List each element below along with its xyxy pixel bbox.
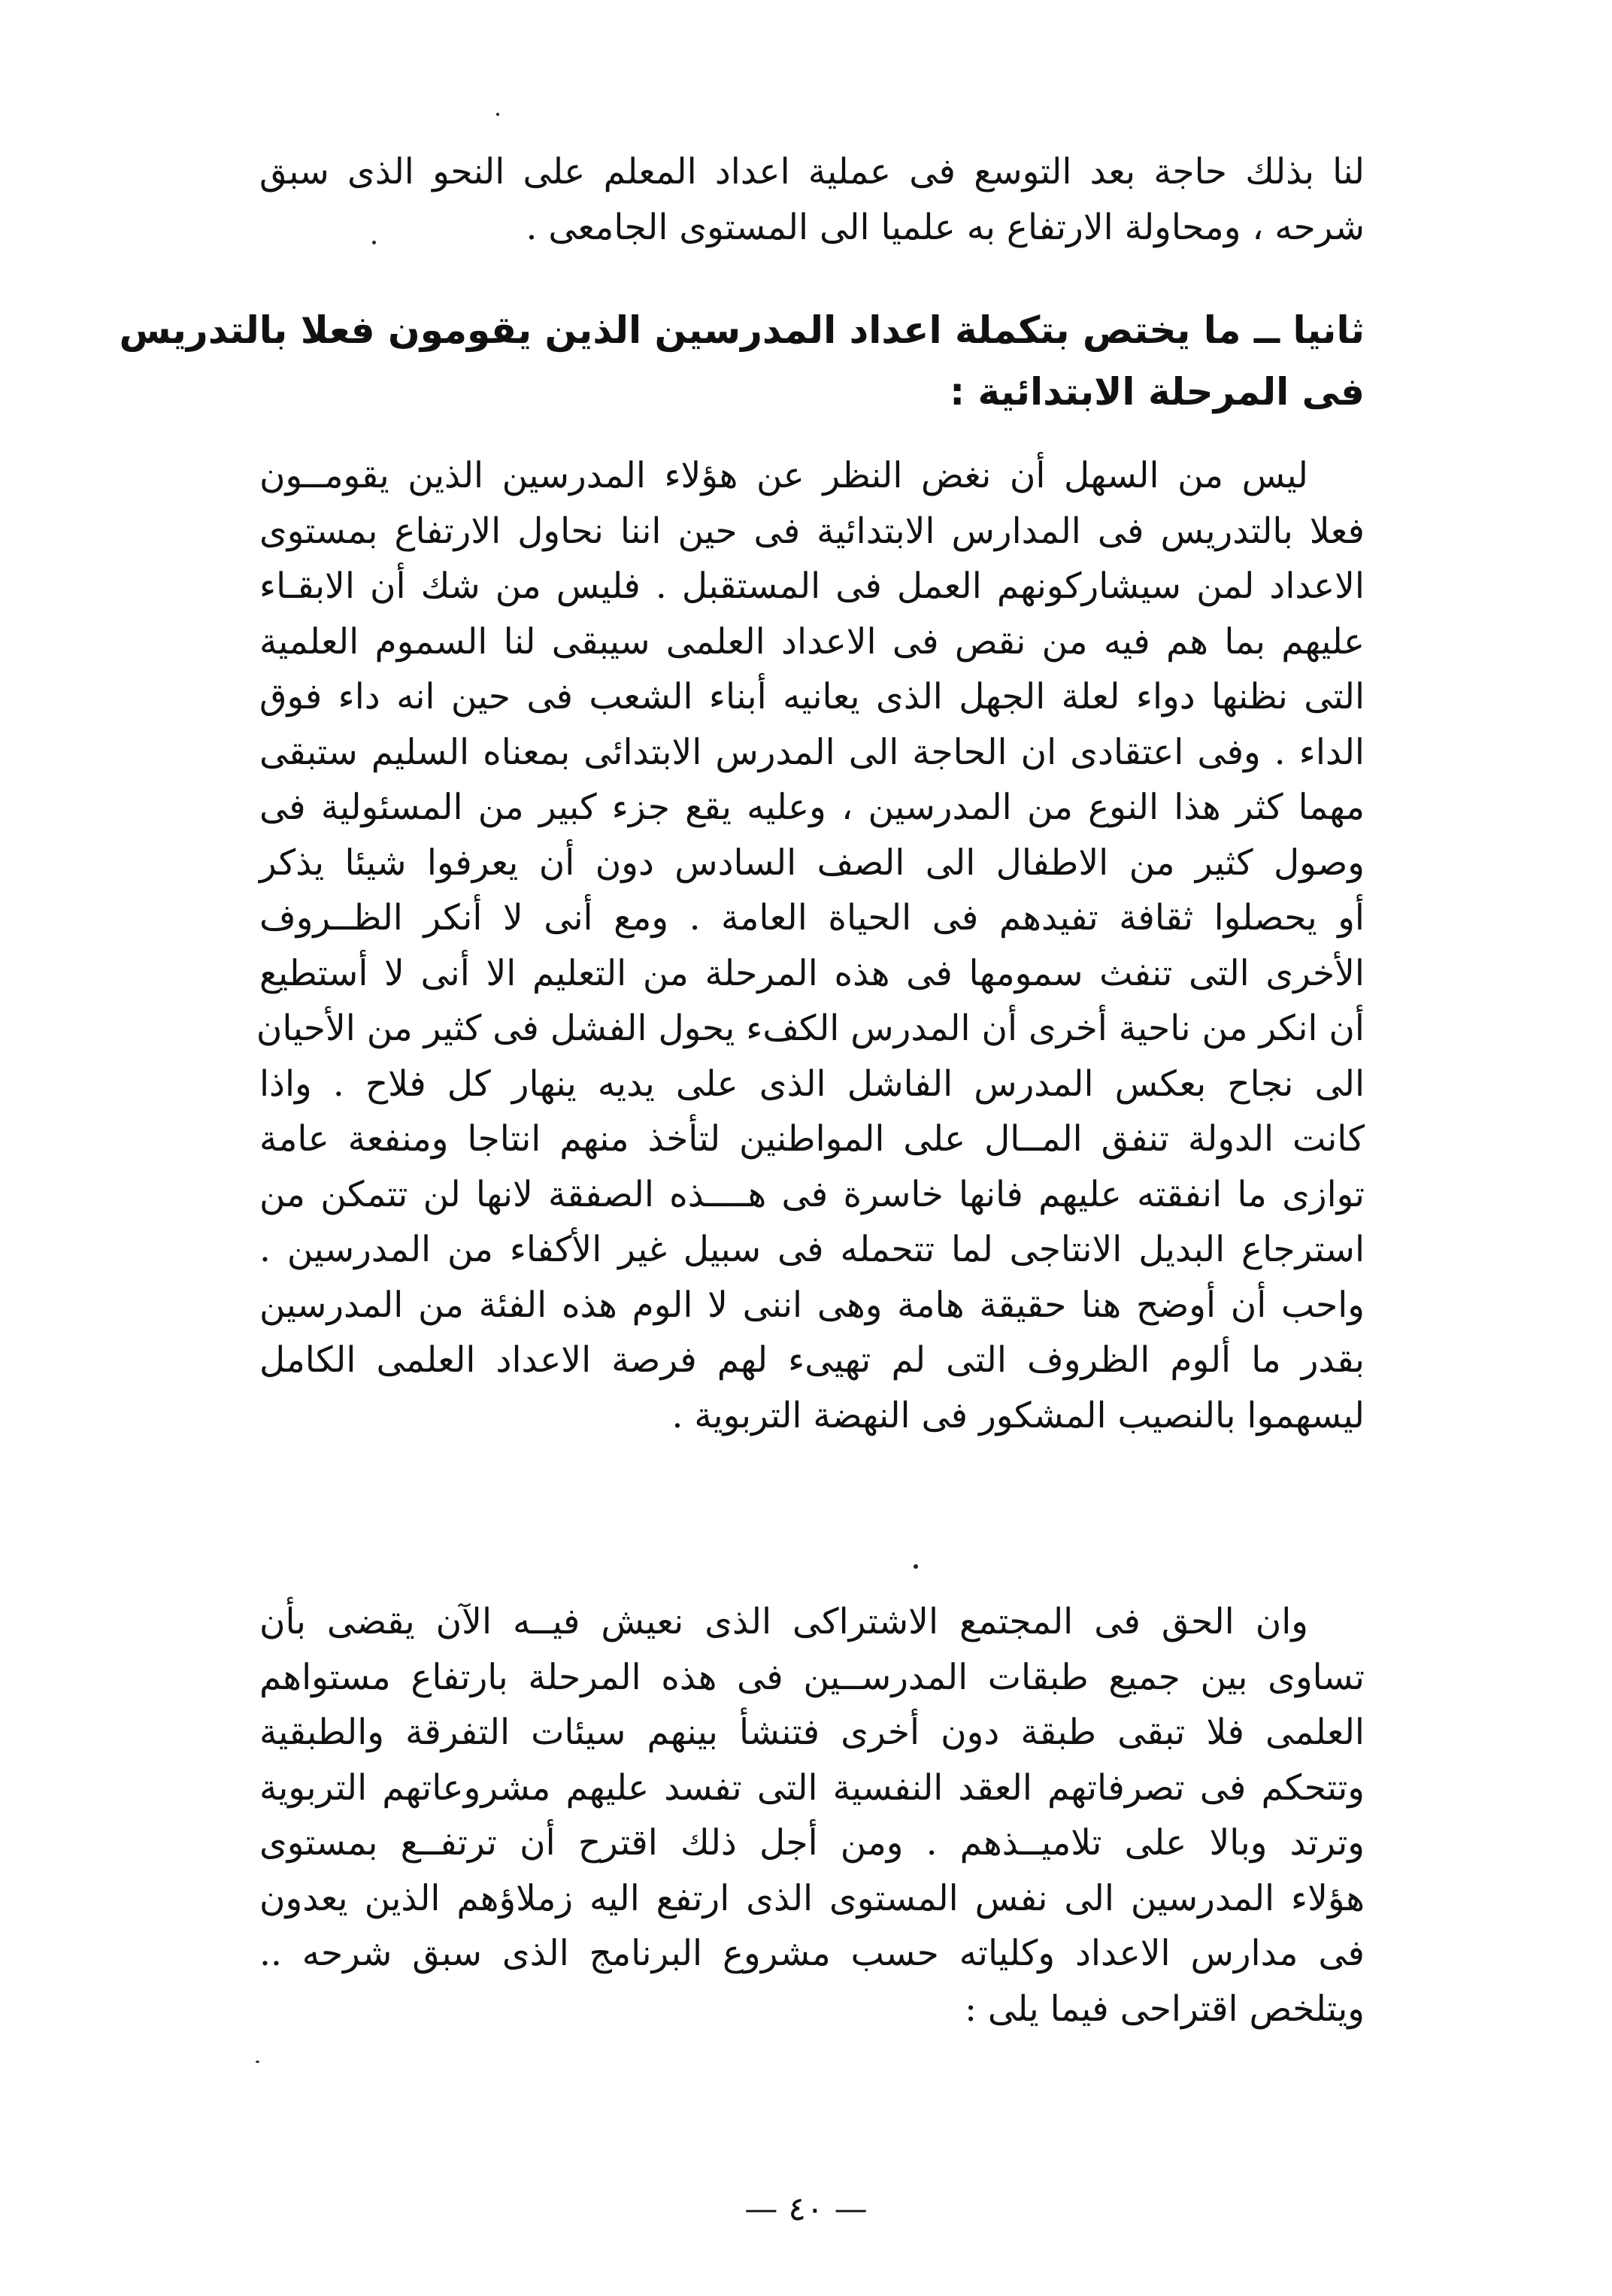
heading-line: ثانيا ــ ما يختص بتكملة اعداد المدرسين الذين يقومون فعلا بالتدريس	[119, 308, 1365, 352]
page-number: — ٤٠ —	[744, 2190, 868, 2228]
section-heading	[119, 299, 1365, 423]
paragraph-line: العلمى فلا تبقى طبقة دون أخرى فتنشأ بينهم سيئات التفرقة والطبقية	[259, 1712, 1365, 1753]
paragraph-line: واحب أن أوضح هنا حقيقة هامة وهى اننى لا الوم هذه الفئة من المدرسين	[259, 1284, 1365, 1326]
paragraph-line: بقدر ما ألوم الظروف التى لم تهيىء لهم فرصة الاعداد العلمى الكامل	[259, 1339, 1365, 1381]
paragraph-line: وصول كثير من الاطفال الى الصف السادس دون أن يعرفوا شيئا يذكر	[259, 842, 1365, 884]
intro-paragraph	[259, 144, 1365, 256]
paragraph-line: توازى ما انفقته عليهم فانها خاسرة فى هــــذه الصفقة لانها لن تتمكن من	[259, 1173, 1365, 1215]
paragraph-line: وتتحكم فى تصرفاتهم العقد النفسية التى تفسد عليهم مشروعاتهم التربوية	[259, 1767, 1365, 1809]
paragraph-line: الداء . وفى اعتقادى ان الحاجة الى المدرس الابتدائى بمعناه السليم ستبقى	[259, 731, 1365, 773]
paragraph-line: الى نجاح بعكس المدرس الفاشل الذى على يديه ينهار كل فلاح . واذا	[259, 1063, 1365, 1105]
paragraph-line: ليسهموا بالنصيب المشكور فى النهضة التربوية .	[671, 1394, 1365, 1436]
paragraph-line: تساوى بين جميع طبقات المدرســين فى هذه المرحلة بارتفاع مستواهم	[259, 1656, 1365, 1698]
paragraph-line: وترتد وبالا على تلاميــذهم . ومن أجل ذلك اقترح أن ترتفــع بمستوى	[259, 1822, 1365, 1864]
intro-line: لنا بذلك حاجة بعد التوسع فى عملية اعداد المعلم على النحو الذى سبق	[259, 151, 1365, 193]
paragraph-line: الاعداد لمن سيشاركونهم العمل فى المستقبل . فليس من شك أن الابقـاء	[259, 566, 1365, 607]
paragraph-line: كانت الدولة تنفق المــال على المواطنين لتأخذ منهم انتاجا ومنفعة عامة	[259, 1118, 1365, 1160]
intro-line: شرحه ، ومحاولة الارتفاع به علميا الى المستوى الجامعى .	[526, 207, 1365, 248]
scan-speck	[496, 113, 499, 116]
paragraph-line: هؤلاء المدرسين الى نفس المستوى الذى ارتفع اليه زملاؤهم الذين يعدون	[259, 1877, 1365, 1919]
scan-speck	[372, 241, 376, 244]
scan-speck	[256, 2061, 259, 2063]
paragraph-line: عليهم بما هم فيه من نقص فى الاعداد العلمى سيبقى لنا السموم العلمية	[259, 620, 1365, 663]
paragraph-line: فى مدارس الاعداد وكلياته حسب مشروع البرنامج الذى سبق شرحه ..	[259, 1933, 1365, 1974]
paragraph-line: مهما كثر هذا النوع من المدرسين ، وعليه يقع جزء كبير من المسئولية فى	[259, 787, 1365, 828]
body-paragraph-2	[259, 1594, 1365, 2037]
scan-speck	[914, 1564, 918, 1569]
paragraph-line: وان الحق فى المجتمع الاشتراكى الذى نعيش فيــه الآن يقضى بأن	[259, 1601, 1308, 1642]
paragraph-line: التى نظنها دواء لعلة الجهل الذى يعانيه أبناء الشعب فى حين انه داء فوق	[259, 676, 1365, 717]
paragraph-line: ويتلخص اقتراحى فيما يلى :	[965, 1988, 1365, 2030]
paragraph-line: استرجاع البديل الانتاجى لما تتحمله فى سبيل غير الأكفاء من المدرسين .	[259, 1229, 1365, 1270]
paragraph-line: أو يحصلوا ثقافة تفيدهم فى الحياة العامة . ومع أنى لا أنكر الظــروف	[259, 897, 1365, 939]
paragraph-line: ليس من السهل أن نغض النظر عن هؤلاء المدرسين الذين يقومــون	[259, 455, 1308, 496]
paragraph-line: أن انكر من ناحية أخرى أن المدرس الكفء يحول الفشل فى كثير من الأحيان	[256, 1008, 1365, 1049]
heading-line: فى المرحلة الابتدائية :	[950, 370, 1365, 414]
paragraph-line: الأخرى التى تنفث سمومها فى هذه المرحلة من التعليم الا أنى لا أستطيع	[259, 952, 1365, 994]
paragraph-line: فعلا بالتدريس فى المدارس الابتدائية فى حين اننا نحاول الارتفاع بمستوى	[259, 510, 1365, 552]
body-paragraph-1	[256, 448, 1365, 1443]
